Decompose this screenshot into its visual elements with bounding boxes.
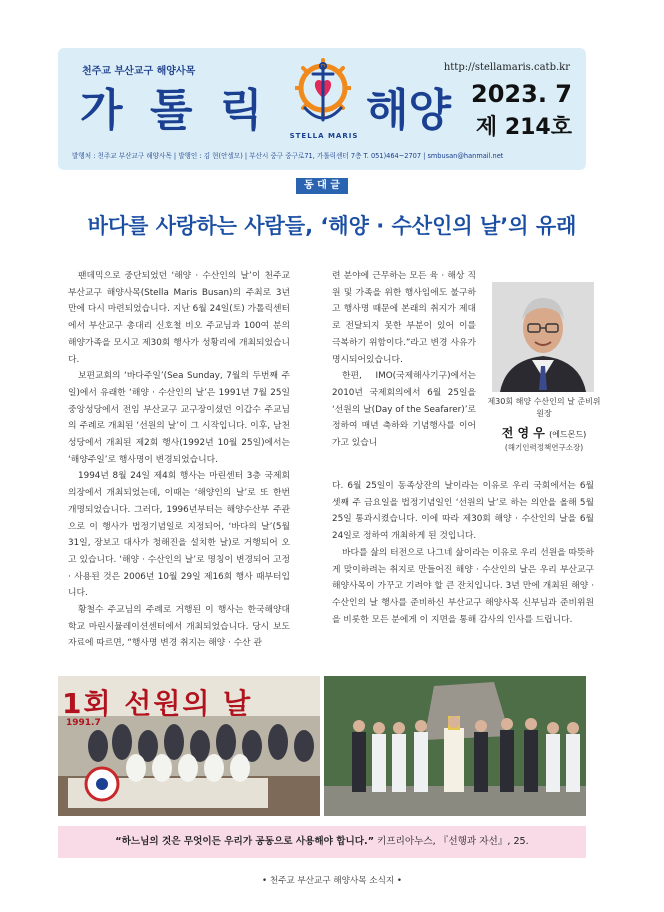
paragraph: 1994년 8월 24일 제4회 행사는 마린센터 3층 국제회의장에서 개최되었는데, 이때는 ‘해양인의 날’로 또 한번 개명되었습니다. 그러다, 1996년부터는 해양수산부 주관으로 이 행사가 법정기념일로 지정되어, ‘바다의 날’(5월 31일, 장보고 대사가 청해진을 설치한 날)로 거행되어 오고 있습니다. ‘해양 · 수산인의 날’로 명칭이 변경되어 고정 · 사용된 것은 2006년 10월 29일 제16회 행사 때부터입니다. <box>68 471 290 599</box>
author-baptismal-name: (에드몬드) <box>549 430 587 439</box>
banner-date: 1991.7 <box>66 718 101 728</box>
article-headline: 바다를 사랑하는 사람들, ‘해양 · 수산인의 날’의 유래 <box>87 214 577 238</box>
stella-maris-anchor-logo <box>295 58 351 132</box>
author-name-line <box>486 424 602 441</box>
website-url[interactable]: http://stellamaris.catb.kr <box>443 62 570 73</box>
title-char-2: 톨 <box>150 85 193 136</box>
first-seafarers-day-photo <box>58 676 320 816</box>
section-tag: 동 대 글 <box>296 178 348 194</box>
article-column-2-continued <box>332 478 594 693</box>
paragraph: 한편, IMO(국제해사기구)에서는 2010년 국제회의에서 6월 25일을 ‘선원의 날(Day of the Seafarer)’로 정하여 매년 축하와 기념행사를 이어가고 있습니 <box>332 371 476 449</box>
quote-text: “하느님의 것은 무엇이든 우리가 공동으로 사용해야 합니다.” <box>115 836 374 847</box>
author-role: 제30회 해양 수산인의 날 준비위원장 <box>487 397 601 418</box>
banner-text: 1회 선원의 날 <box>62 687 253 720</box>
title-char-3: 릭 <box>220 85 263 136</box>
footer: • 천주교 부산교구 해양사목 소식지 • <box>261 876 403 886</box>
article-column-1 <box>68 268 290 678</box>
paragraph: 바다를 삶의 터전으로 나그네 삶이라는 이유로 우리 선원을 따뜻하게 맞이하려는 취지로 만들어진 해양 · 수산인의 날은 우리 부산교구 해양사목이 가꾸고 기려야 할 큰 잔치입니다. 3년 만에 개최된 해양 · 수산인의 날 행사를 준비하신 부산교구 해양사목 신부님과 준비위원을 비롯한 모든 분에게 이 지면을 통해 감사의 인사를 드립니다. <box>332 547 594 625</box>
title-char-1: 가 <box>80 85 123 136</box>
quote-bar <box>58 826 586 858</box>
logo-caption: STELLA MARIS <box>289 132 359 140</box>
masthead <box>58 48 586 170</box>
issue-date: 2023. 7 <box>471 80 572 108</box>
paragraph: 련 분야에 근무하는 모든 육 · 해상 직원 및 가족을 위한 행사임에도 불구하고 행사명 때문에 본래의 취지가 제대로 전달되지 못한 부분이 있어 이를 극복하기 위함이다.”라고 변경 사유가 명시되어있습니다. <box>332 271 476 365</box>
author-affiliation: (해기인력정책연구소장) <box>504 443 584 452</box>
author-name: 전 영 우 <box>501 426 545 440</box>
paragraph: 보편교회의 ‘바다주일’(Sea Sunday, 7월의 두번째 주일)에서 유래한 ‘해양 · 수산인의 날’은 1991년 7월 25일 중앙성당에서 전임 부산교구 교구장이셨던 이갑수 주교님의 주례로 개최된 ‘선원의 날’이 그 시작입니다. 이후, 남천성당에서 개최된 제2회 행사(1992년 10월 25일)에서는 ‘해양주일’로 행사명이 변경되었습니다. <box>68 371 290 465</box>
30th-ceremony-group-photo <box>324 676 586 816</box>
paragraph: 황철수 주교님의 주례로 거행된 이 행사는 한국해양대학교 마린시뮬레이션센터에서 개최되었습니다. 당시 보도자료에 따르면, “행사명 변경 취지는 해양 · 수산 관 <box>68 605 290 649</box>
issue-number: 제 214호 <box>475 115 572 140</box>
paragraph: 다. 6월 25일이 동족상잔의 날이라는 이유로 우리 국회에서는 6월 셋째 주 금요일을 법정기념일인 ‘선원의 날’로 하는 의안을 올해 5월 25일 통과시켰습니다. 이에 따라 제30회 해양 · 수산인의 날을 6월 24일로 정하여 개최하게 된 것입니다. <box>332 481 594 542</box>
paragraph: 팬데믹으로 중단되었던 ‘해양 · 수산인의 날’이 천주교 부산교구 해양사목(Stella Maris Busan)의 주최로 3년 만에 다시 마련되었습니다. 지난 6월 24일(토) 가톨릭센터에서 부산교구 총대리 신호철 비오 주교님과 100여 분의 해양가족을 모시고 제30회 행사가 성황리에 개최되었습니다. <box>68 271 290 365</box>
org-name: 천주교 부산교구 해양사목 <box>82 66 196 77</box>
publisher-info: 발행처 : 천주교 부산교구 해양사목 | 발행인 : 김 현(안셀모) | 부산시 중구 중구로71, 가톨릭센터 7층 T. 051)464~2707 | smbusan@hanmail.net <box>72 152 504 160</box>
author-portrait <box>492 282 594 392</box>
title-right: 해양 <box>366 85 452 136</box>
quote-source: 키프리아누스, 『선행과 자선』, 25. <box>377 836 529 847</box>
article-column-2 <box>332 268 476 478</box>
